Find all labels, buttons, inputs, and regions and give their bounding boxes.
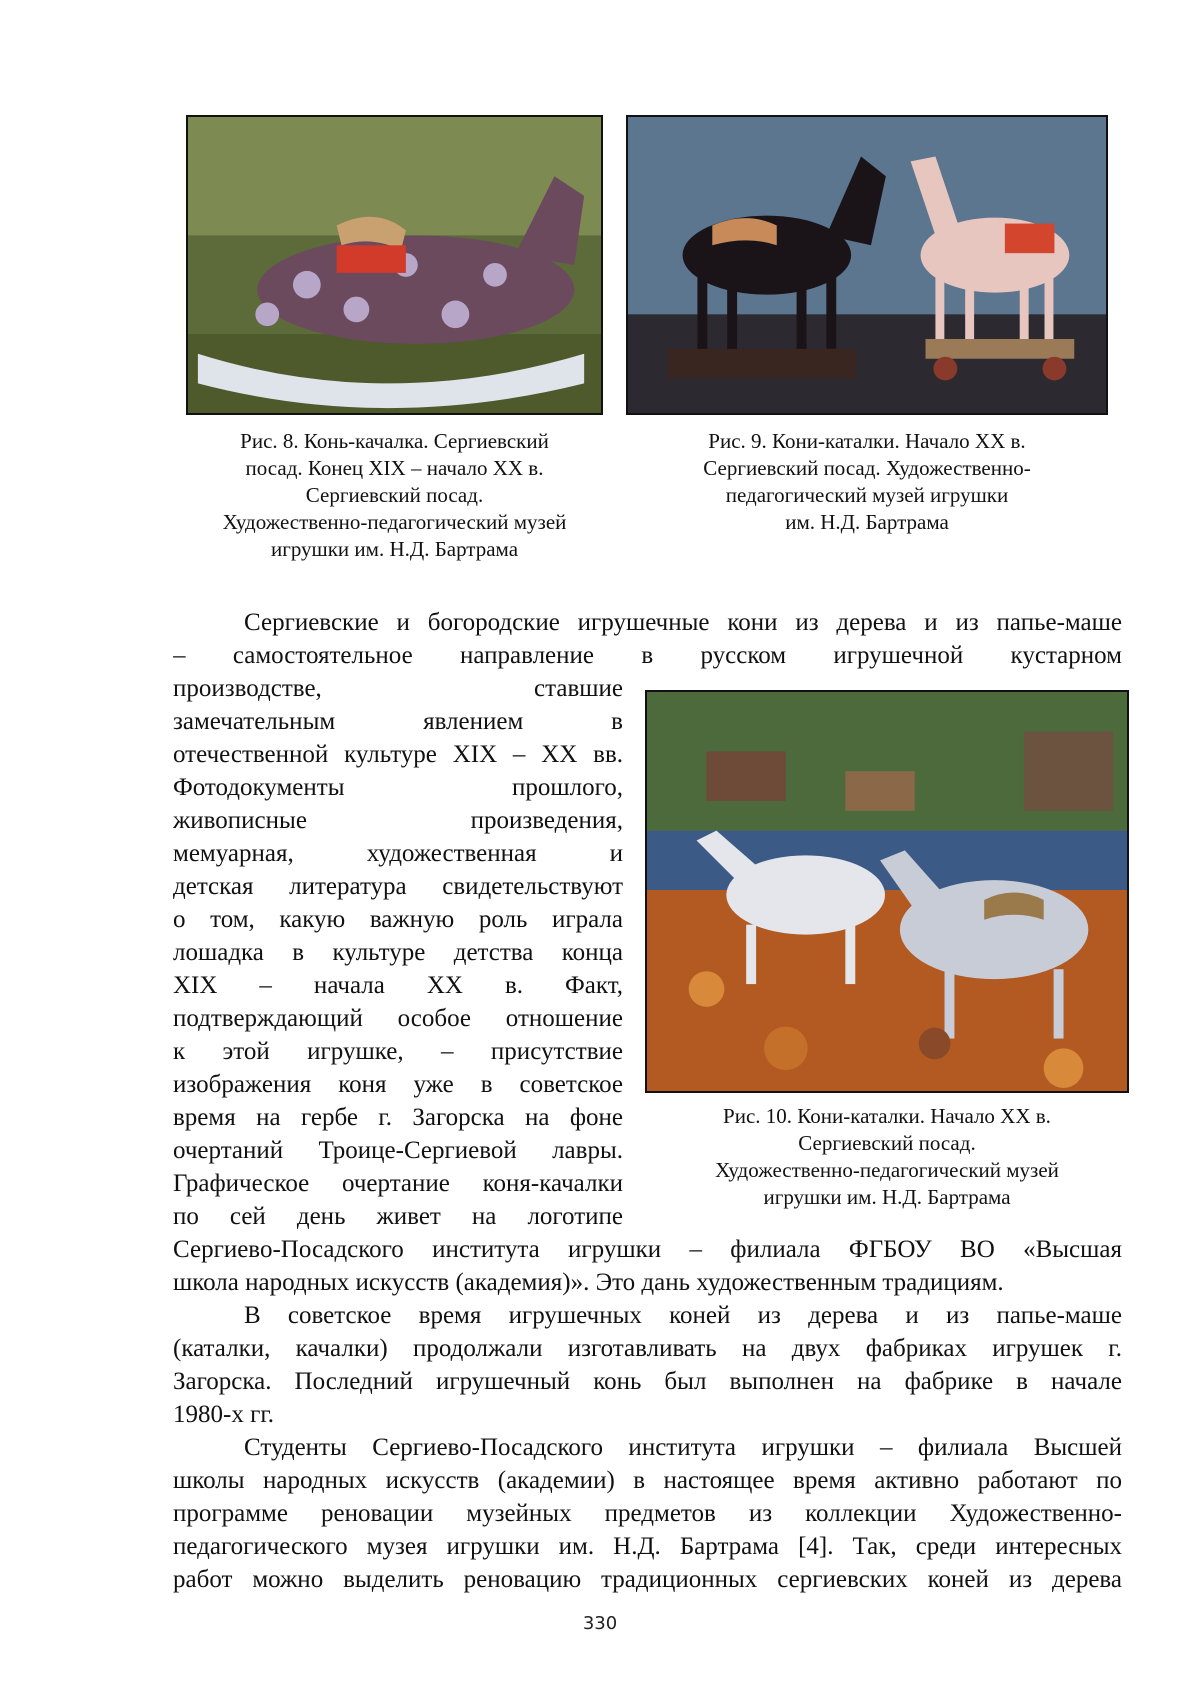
figure-9-caption — [626, 428, 1108, 536]
body-line: время на гербе г. Загорска на фоне — [173, 1104, 623, 1131]
caption-line: Сергиевский посад. Художественно- — [703, 456, 1031, 480]
rocking-horse-image — [188, 117, 601, 413]
caption-line: им. Н.Д. Бартрама — [785, 510, 949, 534]
caption-line: педагогический музей игрушки — [725, 483, 1009, 507]
body-line: к этой игрушке, – присутствие — [173, 1038, 623, 1065]
figure-9-photo — [626, 115, 1108, 415]
body-line: 1980-х гг. — [173, 1401, 275, 1428]
caption-line: Художественно-педагогический музей — [715, 1158, 1059, 1182]
body-line: работ можно выделить реновацию традиционных сергиевских коней из дерева — [173, 1566, 1122, 1593]
body-line: Загорска. Последний игрушечный конь был выполнен на фабрике в начале — [173, 1368, 1122, 1395]
body-line: Фотодокументы прошлого, — [173, 774, 623, 801]
page-number: 330 — [582, 1613, 618, 1634]
caption-line: Сергиевский посад. — [798, 1131, 976, 1155]
caption-line: Рис. 8. Конь-качалка. Сергиевский — [240, 429, 549, 453]
caption-line: Рис. 10. Кони-каталки. Начало XX в. — [723, 1104, 1051, 1128]
body-line: XIX – начала XX в. Факт, — [173, 972, 623, 999]
figure-10-photo — [645, 690, 1129, 1093]
body-line: производстве, ставшие — [173, 675, 623, 702]
body-line: (каталки, качалки) продолжали изготавливать на двух фабриках игрушек г. — [173, 1335, 1122, 1362]
body-line: по сей день живет на логотипе — [173, 1203, 623, 1230]
horse-toys-image — [628, 117, 1106, 413]
caption-line: Художественно-педагогический музей — [222, 510, 567, 534]
body-line: отечественной культуре XIX – XX вв. — [173, 741, 623, 768]
body-line: программе реновации музейных предметов из коллекции Художественно- — [173, 1500, 1122, 1527]
body-line: – самостоятельное направление в русском игрушечной кустарном — [173, 642, 1122, 669]
figure-8-photo — [186, 115, 603, 415]
body-line: Сергиево-Посадского института игрушки – филиала ФГБОУ ВО «Высшая — [173, 1236, 1122, 1263]
body-line: лошадка в культуре детства конца — [173, 939, 623, 966]
caption-line: игрушки им. Н.Д. Бартрама — [763, 1185, 1011, 1209]
body-line: очертаний Троице-Сергиевой лавры. — [173, 1137, 623, 1164]
body-line: В советское время игрушечных коней из дерева и из папье-маше — [244, 1302, 1122, 1329]
body-line: мемуарная, художественная и — [173, 840, 623, 867]
body-line: детская литература свидетельствуют — [173, 873, 623, 900]
body-line: Сергиевские и богородские игрушечные кони из дерева и из папье-маше — [244, 609, 1122, 636]
body-line: замечательным явлением в — [173, 708, 623, 735]
caption-line: игрушки им. Н.Д. Бартрама — [270, 537, 519, 561]
caption-line: посад. Конец XIX – начало XX в. — [245, 456, 544, 480]
body-line: изображения коня уже в советское — [173, 1071, 623, 1098]
body-line: Графическое очертание коня-качалки — [173, 1170, 623, 1197]
body-line: живописные произведения, — [173, 807, 623, 834]
body-line: школы народных искусств (академии) в настоящее время активно работают по — [173, 1467, 1122, 1494]
caption-line: Сергиевский посад. — [305, 483, 484, 507]
body-line: педагогического музея игрушки им. Н.Д. Бартрама [4]. Так, среди интересных — [173, 1533, 1122, 1560]
body-line: подтверждающий особое отношение — [173, 1005, 623, 1032]
horses-landscape-image — [647, 692, 1127, 1091]
body-line: Студенты Сергиево-Посадского института игрушки – филиала Высшей — [244, 1434, 1122, 1461]
figure-8-caption — [186, 428, 603, 563]
body-line: о том, какую важную роль играла — [173, 906, 623, 933]
figure-10-caption — [645, 1103, 1129, 1211]
body-line: школа народных искусств (академия)». Это дань художественным традициям. — [173, 1269, 1004, 1296]
caption-line: Рис. 9. Кони-каталки. Начало XX в. — [708, 429, 1026, 453]
